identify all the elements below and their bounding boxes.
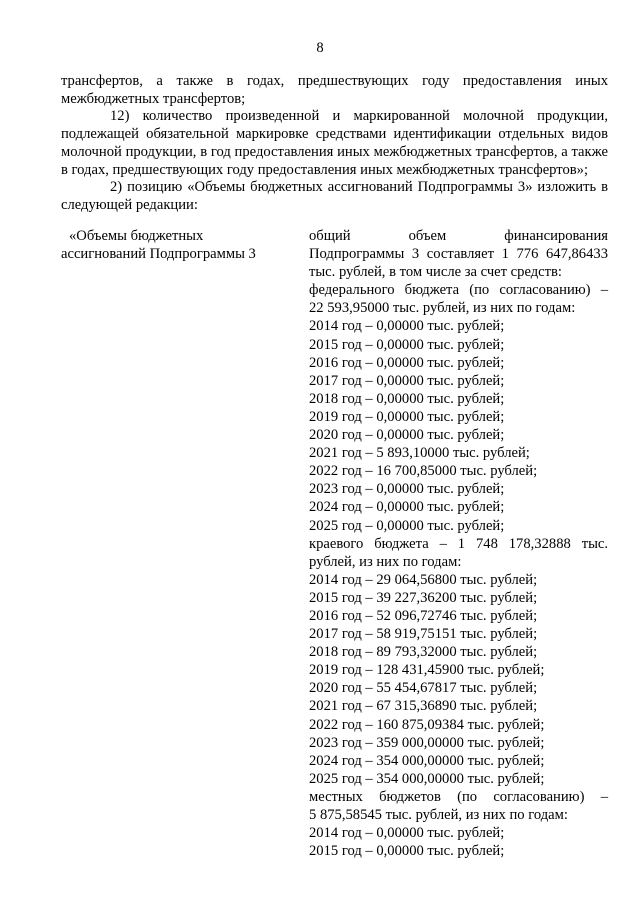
federal-year-line: 2024 год – 0,00000 тыс. рублей; (309, 499, 505, 516)
federal-year-line: 2022 год – 16 700,85000 тыс. рублей; (309, 463, 538, 480)
total-funding-line: общий объем финансирования (309, 228, 608, 244)
regional-year-line: 2024 год – 354 000,00000 тыс. рублей; (309, 752, 545, 769)
regional-year-line: 2017 год – 58 919,75151 тыс. рублей; (309, 626, 538, 643)
page-number: 8 (316, 40, 324, 56)
regional-year-line: 2022 год – 160 875,09384 тыс. рублей; (309, 716, 545, 733)
regional-budget-line: рублей, из них по годам: (309, 553, 462, 570)
table-left-line: ассигнований Подпрограммы 3 (61, 246, 256, 263)
local-year-line: 2015 год – 0,00000 тыс. рублей; (309, 843, 505, 860)
federal-year-line: 2015 год – 0,00000 тыс. рублей; (309, 336, 505, 353)
federal-year-line: 2016 год – 0,00000 тыс. рублей; (309, 354, 505, 371)
local-budget-line: 5 875,58545 тыс. рублей, из них по годам: (309, 807, 568, 823)
federal-year-line: 2017 год – 0,00000 тыс. рублей; (309, 372, 505, 389)
regional-year-line: 2015 год – 39 227,36200 тыс. рублей; (309, 589, 538, 606)
regional-year-line: 2014 год – 29 064,56800 тыс. рублей; (309, 571, 538, 588)
federal-year-line: 2020 год – 0,00000 тыс. рублей; (309, 427, 505, 444)
paragraph-item-12: 12) количество произведенной и маркированной молочной продукции, подлежащей обязательной маркировке средствами идентификации отдельных видов молочной продукции, в год предоставления иных межбюджетных трансфертов, а также в годах, предшествующих году предоставления иных межбюджетных трансфертов»; (61, 108, 608, 178)
federal-budget-line: федерального бюджета (по согласованию) – (309, 282, 608, 299)
regional-year-line: 2025 год – 354 000,00000 тыс. рублей; (309, 770, 545, 787)
regional-year-line: 2019 год – 128 431,45900 тыс. рублей; (309, 662, 545, 679)
local-budget-line: местных бюджетов (по согласованию) – (309, 788, 608, 805)
total-funding-line: тыс. рублей, в том числе за счет средств: (309, 264, 562, 281)
federal-year-line: 2014 год – 0,00000 тыс. рублей; (309, 318, 505, 335)
regional-year-line: 2023 год – 359 000,00000 тыс. рублей; (309, 734, 545, 751)
federal-year-line: 2018 год – 0,00000 тыс. рублей; (309, 390, 505, 407)
local-year-line: 2014 год – 0,00000 тыс. рублей; (309, 825, 505, 842)
paragraph-item-2: 2) позицию «Объемы бюджетных ассигнований Подпрограммы 3» изложить в следующей редакции: (61, 179, 608, 213)
total-funding-line: Подпрограммы 3 составляет 1 776 647,86433 (309, 246, 608, 263)
regional-year-line: 2018 год – 89 793,32000 тыс. рублей; (309, 644, 538, 661)
paragraph-continuation: трансфертов, а также в годах, предшествующих году предоставления иных межбюджетных трансфертов; (61, 73, 608, 107)
table-left-column (61, 227, 286, 263)
regional-year-line: 2020 год – 55 454,67817 тыс. рублей; (309, 680, 538, 697)
regional-year-line: 2016 год – 52 096,72746 тыс. рублей; (309, 607, 538, 624)
federal-year-line: 2023 год – 0,00000 тыс. рублей; (309, 481, 505, 498)
document-body (61, 73, 608, 215)
regional-year-line: 2021 год – 67 315,36890 тыс. рублей; (309, 698, 538, 715)
federal-budget-line: 22 593,95000 тыс. рублей, из них по годам: (309, 300, 576, 317)
table-right-column (309, 227, 608, 860)
regional-budget-line: краевого бюджета – 1 748 178,32888 тыс. (309, 535, 608, 552)
federal-year-line: 2019 год – 0,00000 тыс. рублей; (309, 408, 505, 425)
federal-year-line: 2025 год – 0,00000 тыс. рублей; (309, 517, 505, 534)
table-left-line: «Объемы бюджетных (69, 228, 204, 244)
federal-year-line: 2021 год – 5 893,10000 тыс. рублей; (309, 445, 530, 462)
